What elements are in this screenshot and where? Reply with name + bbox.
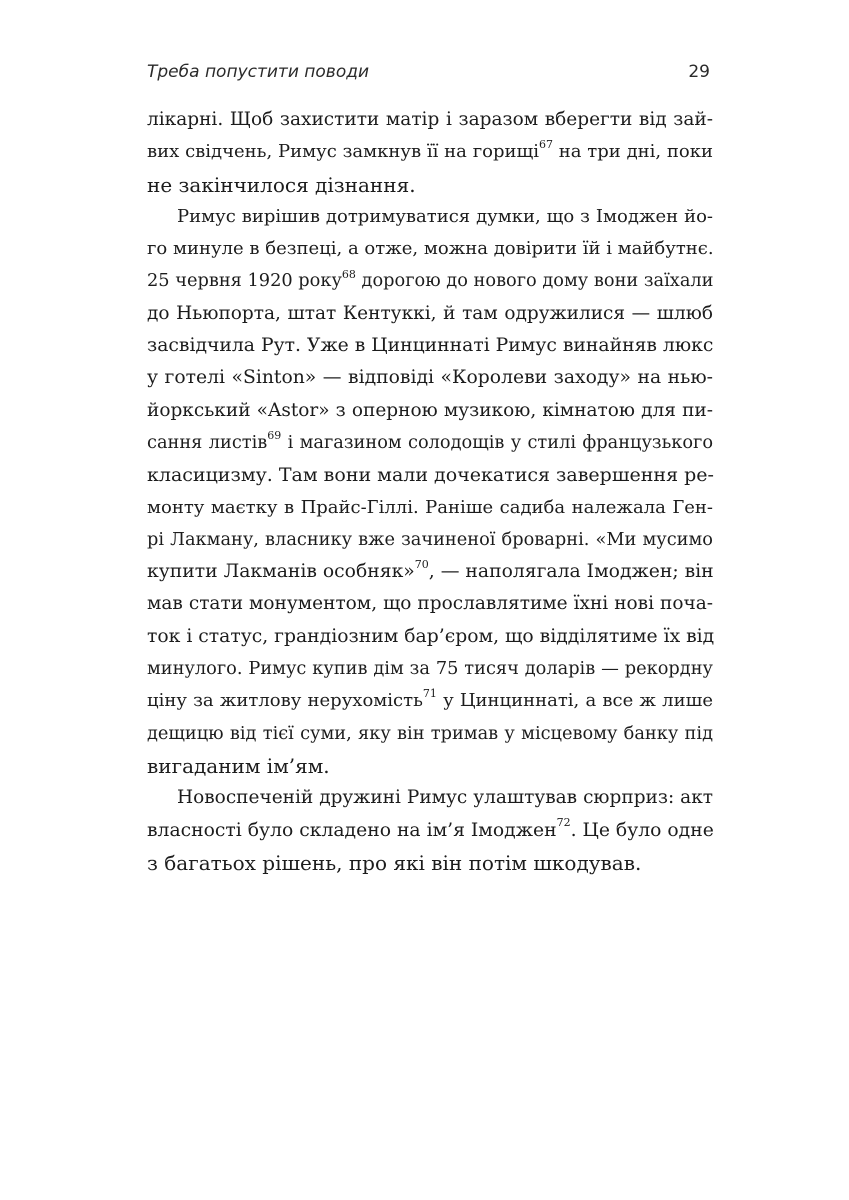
text-run: , — наполягала Імоджен; він bbox=[428, 561, 714, 583]
text-run: ціну за житлову нерухомість bbox=[147, 690, 423, 712]
text-line bbox=[147, 459, 713, 491]
text-run: власності було складено на ім’я Імоджен bbox=[147, 819, 557, 841]
text-run: дорогою до нового дому вони заїхали bbox=[355, 271, 714, 292]
text-run: вих свідчень, Римус замкнув її на горищі bbox=[147, 141, 539, 163]
running-head bbox=[147, 62, 710, 86]
text-line bbox=[147, 556, 713, 588]
footnote-ref: 71 bbox=[422, 687, 437, 701]
text-run: го минуле в безпеці, а отже, можна довірити їй і майбутнє. bbox=[147, 238, 714, 260]
text-run: йоркський «Astor» з оперною музикою, кімнатою для пи- bbox=[147, 399, 713, 421]
text-line bbox=[147, 847, 713, 879]
page-number: 29 bbox=[688, 62, 710, 82]
running-title: Треба попустити поводи bbox=[147, 62, 370, 82]
text-line bbox=[147, 265, 713, 297]
footnote-ref: 72 bbox=[556, 816, 571, 830]
text-run: ток і статус, грандіозним бар’єром, що відділятиме їх від bbox=[147, 625, 715, 647]
text-line bbox=[147, 782, 713, 814]
text-line bbox=[147, 621, 713, 653]
text-line bbox=[147, 524, 713, 556]
text-line bbox=[147, 201, 713, 233]
text-line bbox=[147, 718, 713, 750]
text-line bbox=[147, 815, 713, 847]
text-line bbox=[147, 233, 713, 265]
text-run: Римус вирішив дотримуватися думки, що з Імоджен йо- bbox=[177, 205, 713, 227]
text-run: до Ньюпорта, штат Кентуккі, й там одружилися — шлюб bbox=[147, 302, 713, 324]
text-line bbox=[147, 136, 713, 168]
text-run: 25 червня 1920 року bbox=[147, 271, 342, 292]
text-line bbox=[147, 588, 713, 620]
text-run: Новоспеченій дружині Римус улаштував сюрприз: акт bbox=[177, 787, 713, 809]
text-line bbox=[147, 298, 713, 330]
text-run: . Це було одне bbox=[570, 819, 714, 841]
text-line bbox=[147, 427, 713, 459]
text-run: класицизму. Там вони мали дочекатися завершення ре- bbox=[147, 464, 714, 487]
text-run: рі Лакману, власнику вже зачиненої броварні. «Ми мусимо bbox=[147, 529, 713, 550]
footnote-ref: 70 bbox=[414, 557, 429, 571]
text-line bbox=[147, 169, 713, 201]
body-text bbox=[147, 104, 713, 879]
text-run: купити Лакманів особняк» bbox=[147, 561, 415, 583]
text-run: у Цинциннаті, а все ж лише bbox=[436, 690, 713, 712]
text-line bbox=[147, 653, 713, 685]
text-run: лікарні. Щоб захистити матір і заразом вберегти від зай- bbox=[147, 109, 713, 130]
footnote-ref: 68 bbox=[341, 267, 356, 281]
text-run: у готелі «Sinton» — відповіді «Королеви заходу» на нью- bbox=[147, 367, 713, 389]
text-line bbox=[147, 685, 713, 717]
text-line bbox=[147, 750, 713, 782]
text-line bbox=[147, 395, 713, 427]
text-run: на три дні, поки bbox=[552, 141, 713, 163]
text-run: не закінчилося дізнання. bbox=[147, 172, 416, 197]
text-run: засвідчила Рут. Уже в Цинциннаті Римус винайняв люкс bbox=[147, 335, 714, 357]
text-run: мав стати монументом, що прославлятиме їхні нові поча- bbox=[147, 593, 713, 615]
text-run: вигаданим ім’ям. bbox=[147, 753, 330, 778]
text-line bbox=[147, 362, 713, 394]
text-line bbox=[147, 330, 713, 362]
footnote-ref: 69 bbox=[267, 429, 282, 443]
text-run: дещицю від тієї суми, яку він тримав у місцевому банку під bbox=[147, 723, 713, 744]
text-line bbox=[147, 104, 713, 136]
text-run: сання листів bbox=[147, 432, 268, 453]
text-run: з багатьох рішень, про які він потім шкодував. bbox=[147, 850, 642, 875]
text-line bbox=[147, 492, 713, 524]
text-run: минулого. Римус купив дім за 75 тисяч доларів — рекордну bbox=[147, 659, 713, 680]
footnote-ref: 67 bbox=[538, 138, 553, 152]
text-run: і магазином солодощів у стилі французького bbox=[281, 432, 713, 453]
text-run: монту маєтку в Прайс-Гіллі. Раніше садиба належала Ген- bbox=[147, 496, 713, 518]
